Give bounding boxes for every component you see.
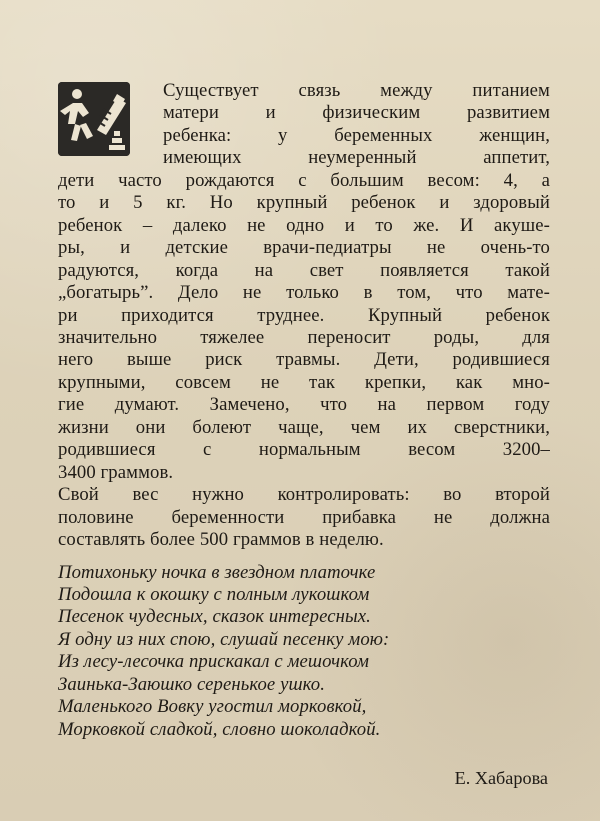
main-paragraph xyxy=(58,80,550,484)
paragraph-line: половине беременности прибавка не должна xyxy=(58,506,550,528)
paragraph-line: значительно тяжелее переносит роды, для xyxy=(58,326,550,348)
paragraph-line: ры, и детские врачи-педиатры не очень-то xyxy=(58,237,550,259)
article-text xyxy=(58,80,550,741)
paragraph-line: жизни они болеют чаще, чем их сверстники, xyxy=(58,416,550,438)
paragraph-line: ребенка: у беременных женщин, xyxy=(163,124,550,146)
poem-line: Морковкой сладкой, словно шоколадкой. xyxy=(58,718,381,740)
paragraph-line: дети часто рождаются с большим весом: 4, а xyxy=(58,169,550,191)
weight-paragraph xyxy=(58,484,550,551)
paragraph-line: Существует связь между питанием xyxy=(163,80,550,101)
paragraph-line: 3400 граммов. xyxy=(58,461,174,483)
poem-line: Потихоньку ночка в звездном платочке xyxy=(58,561,376,583)
paragraph-line: крупными, совсем не так крепки, как мно- xyxy=(58,371,550,393)
poem-line: Из лесу-лесочка прискакал с мешочком xyxy=(58,651,370,673)
paragraph-line: родившиеся с нормальным весом 3200– xyxy=(58,439,550,461)
paragraph-line: гие думают. Замечено, что на первом году xyxy=(58,394,550,416)
poem xyxy=(58,562,550,742)
signature: Е. Хабарова xyxy=(454,768,548,788)
paragraph-line: то и 5 кг. Но крупный ребенок и здоровый xyxy=(58,192,550,214)
paragraph-line: Свой вес нужно контролировать: во второй xyxy=(58,484,550,506)
section-gap xyxy=(58,552,550,562)
paragraph-line: „богатырь”. Дело не только в том, что мате- xyxy=(58,282,550,304)
paragraph-line: радуются, когда на свет появляется такой xyxy=(58,259,550,281)
poem-line: Маленького Вовку угостил морковкой, xyxy=(58,696,367,718)
paragraph-line: составлять более 500 граммов в неделю. xyxy=(58,529,384,551)
poem-line: Песенок чудесных, сказок интересных. xyxy=(58,606,371,628)
paragraph-line: матери и физическим развитием xyxy=(163,102,550,124)
paragraph-line: ри приходится труднее. Крупный ребенок xyxy=(58,304,550,326)
poem-line: Я одну из них спою, слушай песенку мою: xyxy=(58,628,390,650)
poem-line: Заинька-Заюшко серенькое ушко. xyxy=(58,673,326,695)
poem-line: Подошла к окошку с полным лукошком xyxy=(58,583,370,605)
paragraph-line: имеющих неумеренный аппетит, xyxy=(163,147,550,169)
paragraph-line: него выше риск травмы. Дети, родившиеся xyxy=(58,349,550,371)
paragraph-line: ребенок – далеко не одно и то же. И акуше- xyxy=(58,214,550,236)
